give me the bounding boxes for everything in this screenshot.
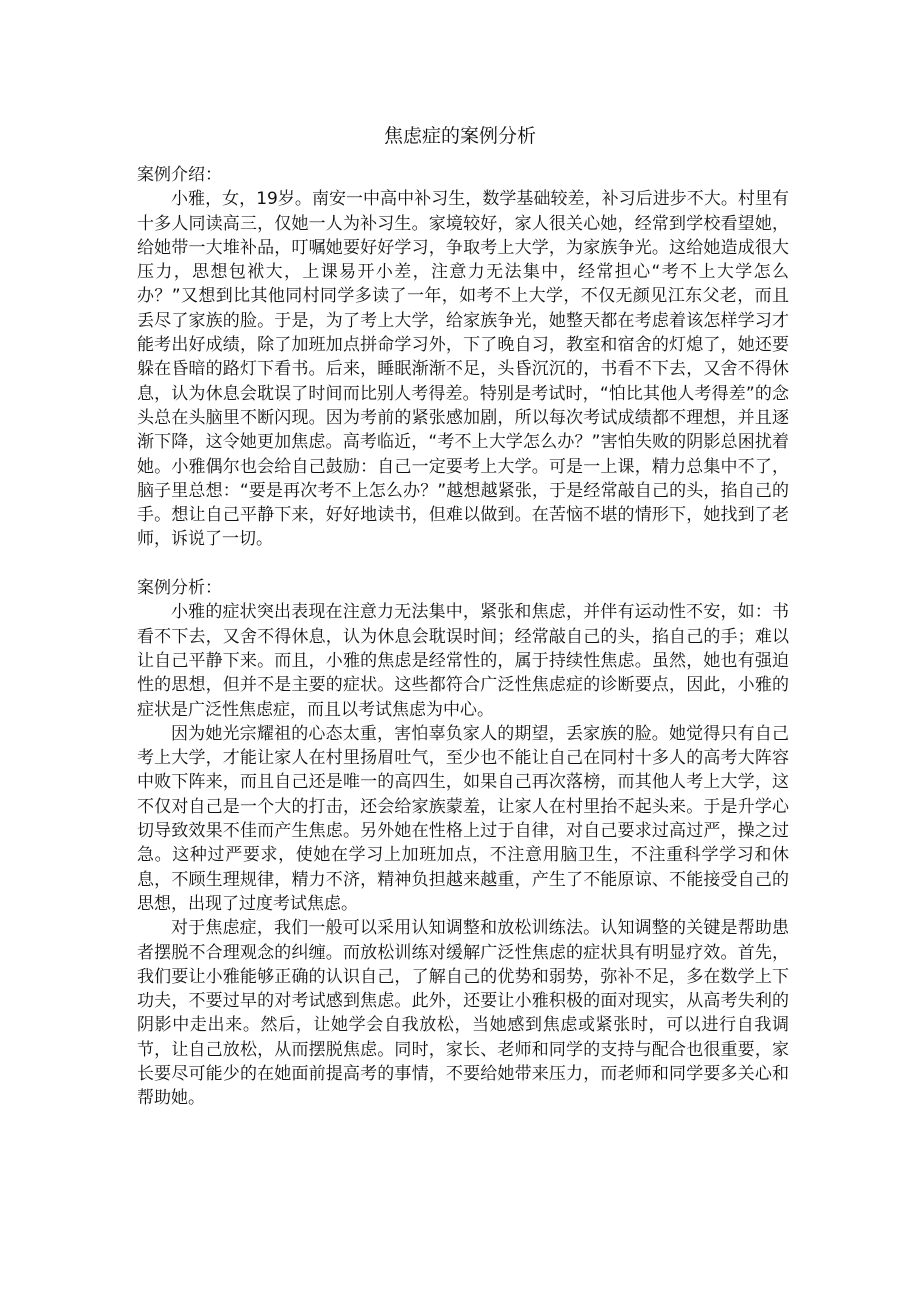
case-analysis-paragraph-2: 因为她光宗耀祖的心态太重，害怕辜负家人的期望，丢家族的脸。她觉得只有自己考上大学，才能让家人在村里扬眉吐气，至少也不能让自己在同村十多人的高考大阵容中败下阵来，而且自己还是唯一的高四生，如果自己再次落榜，而其他人考上大学，这不仅对自己是一个大的打击，还会给家族蒙羞，让家人在村里抬不起头来。于是升学心切导致效果不佳而产生焦虑。另外她在性格上过于自律，对自己要求过高过严，操之过急。这种过严要求，使她在学习上加班加点，不注意用脑卫生，不注重科学学习和休息，不顾生理规律，精力不济，精神负担越来越重，产生了不能原谅、不能接受自己的思想，出现了过度考试焦虑。 bbox=[137, 723, 789, 914]
document-title: 焦虑症的案例分析 bbox=[383, 125, 536, 147]
case-analysis-paragraph-1: 小雅的症状突出表现在注意力无法集中，紧张和焦虑，并伴有运动性不安，如：书看不下去，又舍不得休息，认为休息会耽误时间；经常敲自己的头，掐自己的手；难以让自己平静下来。而且，小雅的焦虑是经常性的，属于持续性焦虑。虽然，她也有强迫性的思想，但并不是主要的症状。这些都符合广泛性焦虑症的诊断要点，因此，小雅的症状是广泛性焦虑症，而且以考试焦虑为中心。 bbox=[137, 602, 789, 720]
case-introduction-paragraph: 小雅，女，19岁。南安一中高中补习生，数学基础较差，补习后进步不大。村里有十多人同读高三，仅她一人为补习生。家境较好，家人很关心她，经常到学校看望她，给她带一大堆补品，叮嘱她要好好学习，争取考上大学，为家族争光。这给她造成很大压力，思想包袱大，上课易开小差，注意力无法集中，经常担心“考不上大学怎么办？”又想到比其他同村同学多读了一年，如考不上大学，不仅无颜见江东父老，而且丢尽了家族的脸。于是，为了考上大学，给家族争光，她整天都在考虑着该怎样学习才能考出好成绩，除了加班加点拼命学习外，下了晚自习，教室和宿舍的灯熄了，她还要躲在昏暗的路灯下看书。后来，睡眠渐渐不足，头昏沉沉的，书看不下去，又舍不得休息，认为休息会耽误了时间而比别人考得差。特别是考试时，“怕比其他人考得差”的念头总在头脑里不断闪现。因为考前的紧张感加剧，所以每次考试成绩都不理想，并且逐渐下降，这令她更加焦虑。高考临近，“考不上大学怎么办？”害怕失败的阴影总困扰着她。小雅偶尔也会给自己鼓励：自己一定要考上大学。可是一上课，精力总集中不了，脑子里总想：“要是再次考不上怎么办？”越想越紧张，于是经常敲自己的头，掐自己的手。想让自己平静下来，好好地读书，但难以做到。在苦恼不堪的情形下，她找到了老师，诉说了一切。 bbox=[137, 189, 789, 550]
case-analysis-section bbox=[137, 576, 789, 1111]
case-analysis-label: 案例分析： bbox=[137, 578, 222, 599]
section-spacer bbox=[137, 552, 789, 576]
case-analysis-paragraph-3: 对于焦虑症，我们一般可以采用认知调整和放松训练法。认知调整的关键是帮助患者摆脱不合理观念的纠缠。而放松训练对缓解广泛性焦虑的症状具有明显疗效。首先，我们要让小雅能够正确的认识自己，了解自己的优势和弱势，弥补不足，多在数学上下功夫，不要过早的对考试感到焦虑。此外，还要让小雅积极的面对现实，从高考失利的阴影中走出来。然后，让她学会自我放松，当她感到焦虑或紧张时，可以进行自我调节，让自己放松，从而摆脱焦虑。同时，家长、老师和同学的支持与配合也很重要，家长要尽可能少的在她面前提高考的事情，不要给她带来压力，而老师和同学要多关心和帮助她。 bbox=[137, 918, 789, 1109]
case-introduction-section bbox=[137, 163, 789, 552]
document-body bbox=[137, 163, 789, 1111]
case-introduction-label: 案例介绍： bbox=[137, 165, 222, 185]
